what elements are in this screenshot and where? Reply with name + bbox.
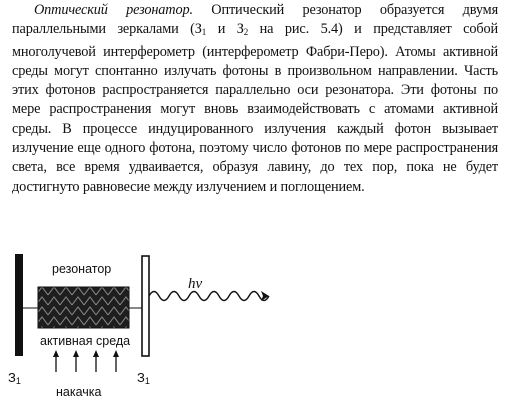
- left-mirror: [15, 254, 23, 356]
- active-medium: [38, 287, 129, 328]
- photon-arrowhead: [261, 291, 269, 301]
- mirror-subscript: 1: [144, 376, 150, 386]
- subscript: 2: [243, 27, 249, 38]
- mirror-subscript: 1: [15, 376, 21, 386]
- text-part: и З: [206, 21, 244, 38]
- mirror-letter: З: [137, 370, 145, 385]
- mirror-right-label: [137, 370, 150, 386]
- resonator-label: резонатор: [52, 262, 112, 276]
- pump-arrowheads: [53, 350, 119, 357]
- mirror-letter: З: [8, 370, 16, 385]
- term-optical-resonator: Оптический резонатор.: [34, 2, 193, 18]
- text-part: Оптический резонатор образуется двумя параллельными зеркалами (З: [12, 2, 498, 38]
- pump-arrows: [56, 354, 116, 372]
- photon-wave: [149, 292, 269, 301]
- body-text: [12, 1, 498, 197]
- right-mirror: [142, 256, 149, 356]
- active-medium-label: активная среда: [40, 334, 131, 348]
- text-part: на рис. 5.4) и представляет собой многолучевой интерферометр (интерферометр Фабри-Перо). Атомы активной среды могут спонтанно излучать фотоны в произвольном направлении. Часть этих фотонов распространяется параллельно оси резонатора. Эти фотоны по мере распространения могут вновь взаимодействовать с атомами активной среды. В процессе индуцированного излучения каждый фотон вызывает излучение еще одного фотона, поэтому число фотонов по мере распространения света, все время удваивается, образуя лавину, до тех пор, пока не будет достигнуто равновесие между излучением и поглощением.: [12, 21, 498, 195]
- mirror-left-label: [8, 370, 21, 386]
- laser-resonator-figure: [0, 246, 507, 402]
- pump-label: накачка: [56, 385, 102, 399]
- subscript: 1: [201, 27, 207, 38]
- paragraph: [12, 1, 498, 197]
- photon-label: hν: [188, 276, 203, 292]
